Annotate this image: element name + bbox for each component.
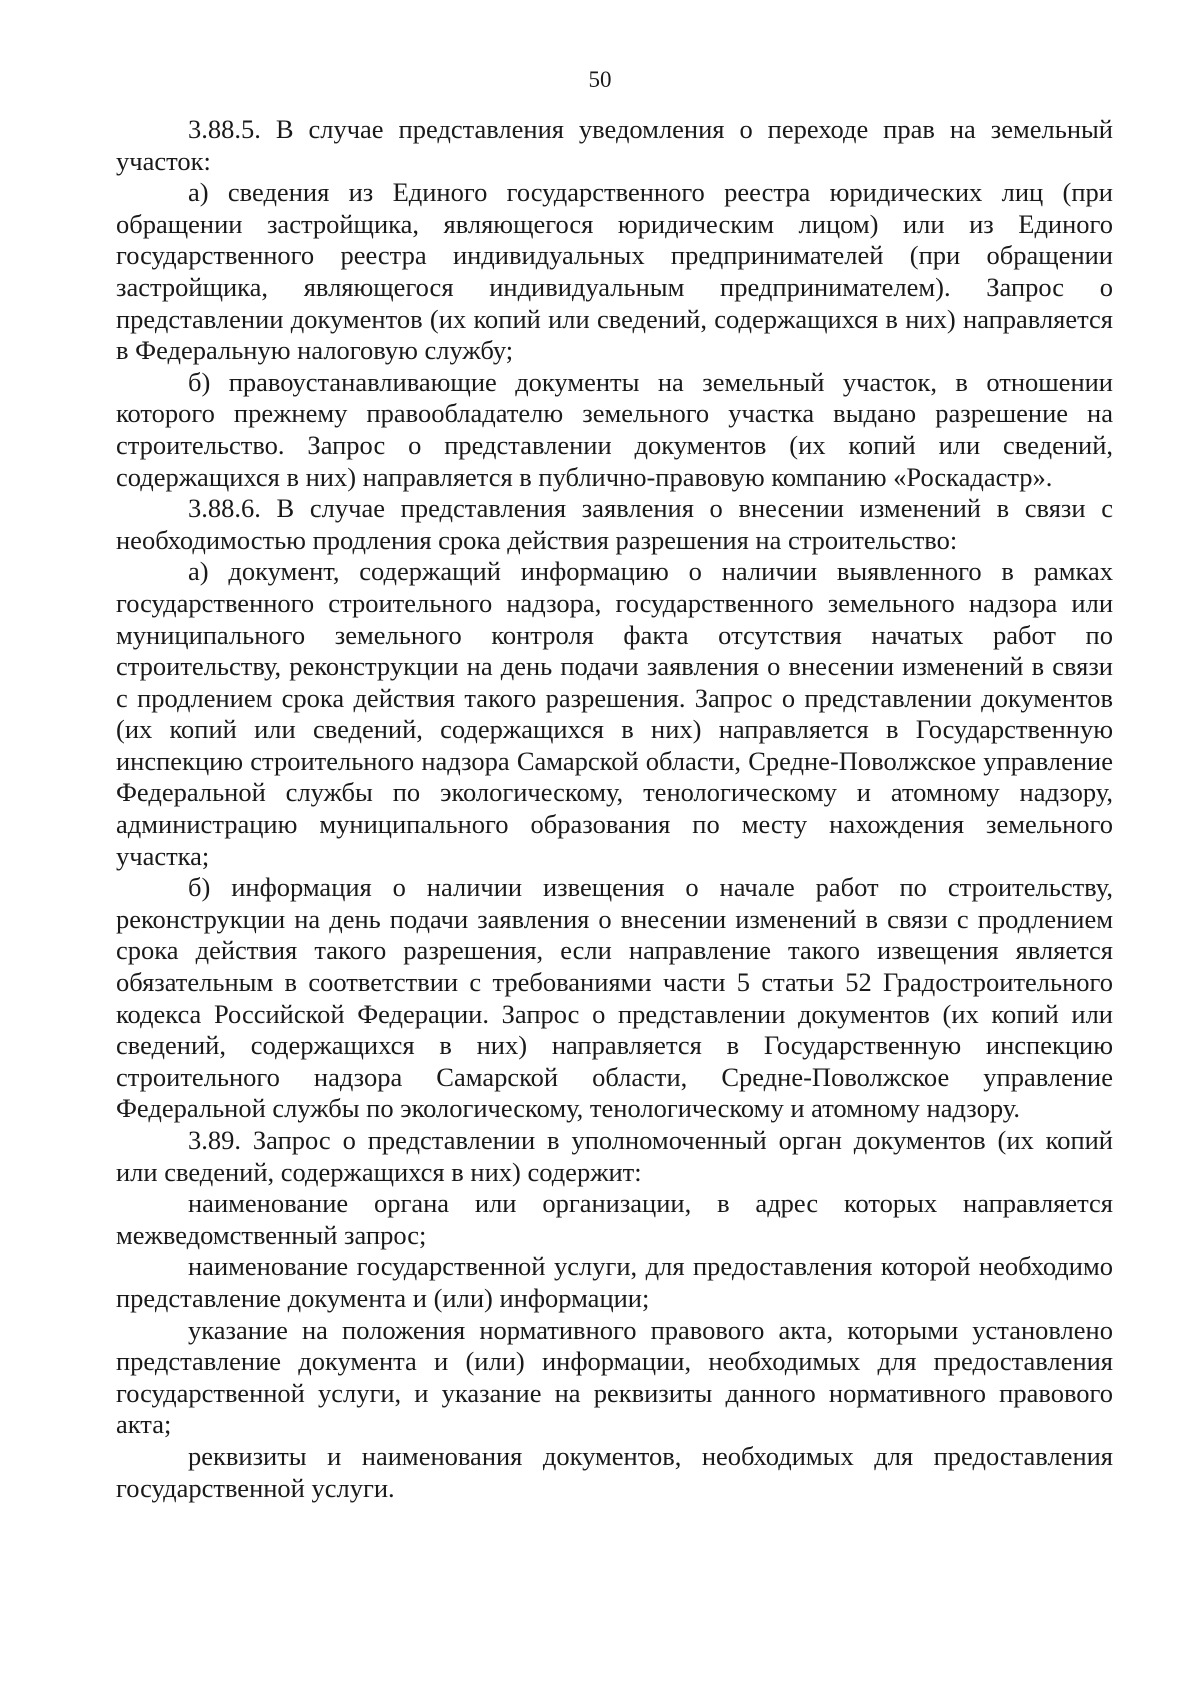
- page-number: 50: [588, 67, 612, 92]
- document-body: [116, 114, 1113, 1504]
- paragraph-3-88-6: 3.88.6. В случае представления заявления о внесении изменений в связи с необходимостью продления срока действия разрешения на строительство:: [116, 493, 1113, 555]
- paragraph-3-88-6-b: б) информация о наличии извещения о начале работ по строительству, реконструкции на день подачи заявления о внесении изменений в связи с продлением срока действия такого разрешения, если направление такого извещения является обязательным в соответствии с требованиями части 5 статьи 52 Градостроительного кодекса Российской Федерации. Запрос о представлении документов (их копий или сведений, содержащихся в них) направляется в Государственную инспекцию строительного надзора Самарской области, Средне-Поволжское управление Федеральной службы по экологическому, тенологическому и атомному надзору.: [116, 872, 1113, 1124]
- paragraph-3-88-6-a: а) документ, содержащий информацию о наличии выявленного в рамках государственного строительного надзора, государственного земельного надзора или муниципального земельного контроля факта отсутствия начатых работ по строительству, реконструкции на день подачи заявления о внесении изменений в связи с продлением срока действия такого разрешения. Запрос о представлении документов (их копий или сведений, содержащихся в них) направляется в Государственную инспекцию строительного надзора Самарской области, Средне-Поволжское управление Федеральной службы по экологическому, тенологическому и атомному надзору, администрацию муниципального образования по месту нахождения земельного участка;: [116, 556, 1113, 871]
- paragraph-3-89-item-2: наименование государственной услуги, для предоставления которой необходимо представление документа и (или) информации;: [116, 1251, 1113, 1313]
- paragraph-3-89-item-3: указание на положения нормативного правового акта, которыми установлено представление документа и (или) информации, необходимых для предоставления государственной услуги, и указание на реквизиты данного нормативного правового акта;: [116, 1314, 1113, 1440]
- paragraph-3-89-item-1: наименование органа или организации, в адрес которых направляется межведомственный запрос;: [116, 1188, 1113, 1250]
- paragraph-3-89-item-4: реквизиты и наименования документов, необходимых для предоставления государственной услуги.: [116, 1440, 1113, 1503]
- paragraph-3-88-5: 3.88.5. В случае представления уведомления о переходе прав на земельный участок:: [116, 114, 1113, 176]
- paragraph-3-89: 3.89. Запрос о представлении в уполномоченный орган документов (их копий или сведений, содержащихся в них) содержит:: [116, 1125, 1113, 1187]
- paragraph-3-88-5-b: б) правоустанавливающие документы на земельный участок, в отношении которого прежнему правообладателю земельного участка выдано разрешение на строительство. Запрос о представлении документов (их копий или сведений, содержащихся в них) направляется в публично-правовую компанию «Роскадастр».: [116, 366, 1113, 492]
- paragraph-3-88-5-a: а) сведения из Единого государственного реестра юридических лиц (при обращении застройщика, являющегося юридическим лицом) или из Единого государственного реестра индивидуальных предпринимателей (при обращении застройщика, являющегося индивидуальным предпринимателем). Запрос о представлении документов (их копий или сведений, содержащихся в них) направляется в Федеральную налоговую службу;: [116, 177, 1113, 366]
